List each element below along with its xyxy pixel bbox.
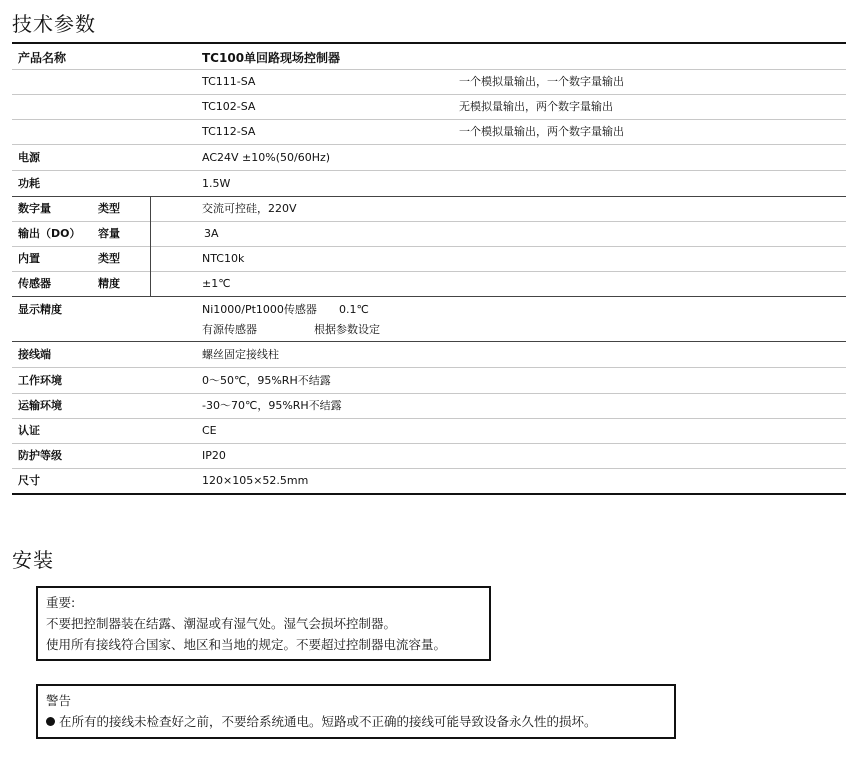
column-divider [150, 222, 151, 247]
column-divider [150, 197, 151, 222]
work-env-label: 工作环境 [18, 374, 62, 387]
sensor-type-label: 类型 [98, 252, 120, 265]
cert-label: 认证 [18, 424, 40, 437]
protection-value: IP20 [202, 449, 226, 462]
column-divider [150, 247, 151, 272]
do-type-label: 类型 [98, 202, 120, 215]
terminal-value: 螺丝固定接线柱 [202, 348, 279, 361]
display-sensor-name: Ni1000/Pt1000传感器 [202, 303, 317, 316]
power-label: 电源 [18, 151, 40, 164]
sensor-accuracy-value: ±1℃ [202, 277, 231, 290]
protection-label: 防护等级 [18, 449, 62, 462]
table-row-model [12, 95, 846, 120]
size-value: 120×105×52.5mm [202, 474, 309, 487]
table-row-product [12, 44, 846, 70]
transport-env-label: 运输环境 [18, 399, 62, 412]
table-row-display-accuracy [12, 297, 846, 342]
important-notice-title: 重要: [46, 595, 76, 610]
important-notice-line: 使用所有接线符合国家、地区和当地的规定。不要超过控制器电流容量。 [46, 637, 447, 652]
table-row-model [12, 120, 846, 145]
table-row-do-capacity [12, 222, 846, 247]
table-row-terminal [12, 342, 846, 368]
table-row-do-type [12, 197, 846, 222]
sensor-label-2: 传感器 [18, 277, 51, 290]
display-active-value: 根据参数设定 [314, 323, 380, 336]
important-notice [36, 586, 491, 661]
sensor-label-1: 内置 [18, 252, 40, 265]
terminal-label: 接线端 [18, 348, 51, 361]
consumption-value: 1.5W [202, 177, 231, 190]
table-row-transport-env [12, 394, 846, 419]
do-label-2: 输出（DO） [18, 227, 81, 240]
model-desc: 一个模拟量输出，两个数字量输出 [459, 125, 624, 138]
product-name: TC100单回路现场控制器 [202, 51, 341, 65]
do-type-value: 交流可控硅，220V [202, 202, 297, 215]
size-label: 尺寸 [18, 474, 40, 487]
warning-notice-line: 在所有的接线未检查好之前，不要给系统通电。短路或不正确的接线可能导致设备永久性的损坏。 [59, 714, 597, 729]
work-env-value: 0～50℃，95%RH不结露 [202, 374, 331, 387]
warning-notice [36, 684, 676, 739]
warning-notice-body [46, 711, 666, 732]
warning-notice-title: 警告 [46, 693, 72, 708]
model-code: TC102-SA [202, 100, 256, 113]
table-row-cert [12, 419, 846, 444]
cert-value: CE [202, 424, 217, 437]
table-row-power [12, 145, 846, 171]
model-desc: 一个模拟量输出，一个数字量输出 [459, 75, 624, 88]
do-capacity-value: 3A [204, 227, 219, 240]
display-sensor-value: 0.1℃ [339, 303, 369, 316]
model-desc: 无模拟量输出，两个数字量输出 [459, 100, 613, 113]
sensor-accuracy-label: 精度 [98, 277, 120, 290]
install-section-title: 安装 [12, 548, 54, 572]
consumption-label: 功耗 [18, 177, 40, 190]
table-row-size [12, 469, 846, 493]
table-row-protection [12, 444, 846, 469]
table-row-consumption [12, 171, 846, 197]
display-label: 显示精度 [18, 303, 62, 316]
table-row-work-env [12, 368, 846, 394]
model-code: TC112-SA [202, 125, 256, 138]
model-code: TC111-SA [202, 75, 256, 88]
transport-env-value: -30～70℃，95%RH不结露 [202, 399, 342, 412]
column-divider [150, 272, 151, 296]
spec-table [12, 42, 846, 495]
important-notice-line: 不要把控制器装在结露、潮湿或有湿气处。湿气会损坏控制器。 [46, 616, 397, 631]
table-row-sensor-type [12, 247, 846, 272]
display-active-name: 有源传感器 [202, 323, 257, 336]
table-bottom-rule [12, 493, 846, 495]
do-capacity-label: 容量 [98, 227, 120, 240]
spec-section-title: 技术参数 [12, 12, 96, 36]
bullet-icon [46, 717, 55, 726]
do-label-1: 数字量 [18, 202, 51, 215]
table-row-model [12, 70, 846, 95]
product-label: 产品名称 [18, 51, 67, 65]
table-row-sensor-accuracy [12, 272, 846, 297]
sensor-type-value: NTC10k [202, 252, 245, 265]
power-value: AC24V ±10%(50/60Hz) [202, 151, 331, 164]
